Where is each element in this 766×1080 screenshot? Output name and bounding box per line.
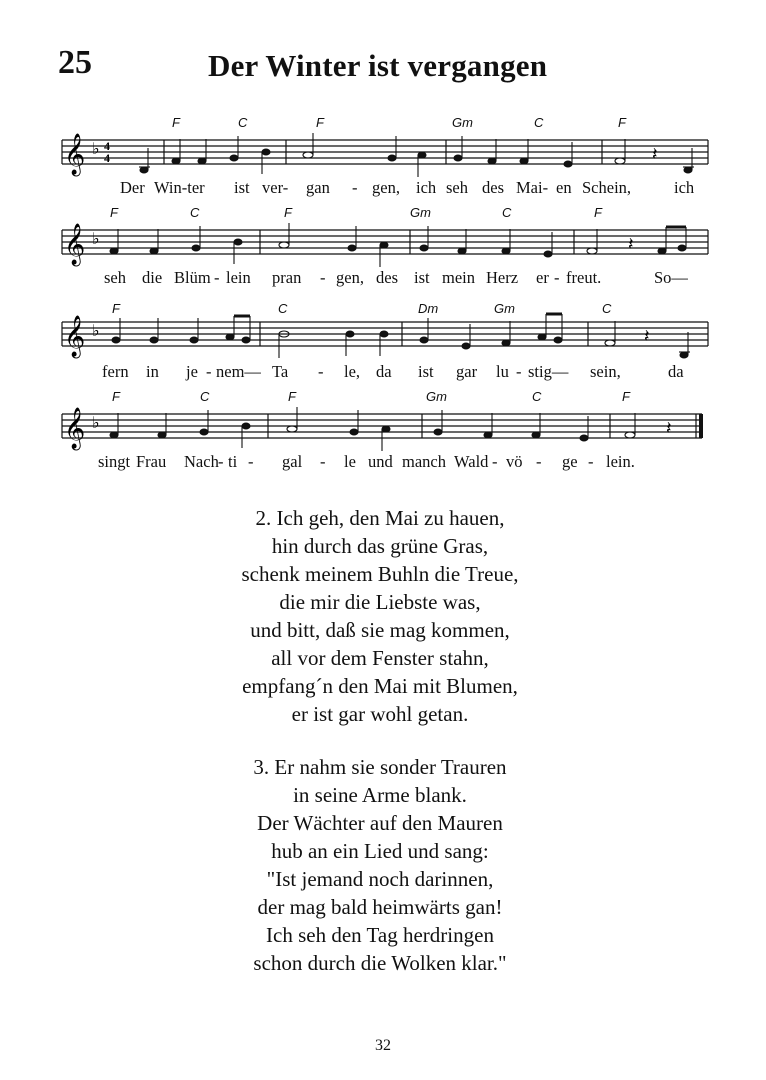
verse-line: der mag bald heimwärts gan! (257, 895, 503, 919)
lyric-syllable: je (186, 362, 198, 381)
chord-symbol: F (172, 115, 180, 130)
music-system-1 (62, 116, 712, 208)
chord-symbol: Gm (452, 115, 473, 130)
lyric-syllable: Mai- (516, 178, 549, 197)
chord-symbol: C (200, 389, 210, 404)
time-signature-icon: 4 (104, 139, 110, 153)
lyric-syllable: ver- (262, 178, 289, 197)
lyric-syllable: - (248, 452, 254, 471)
lyric-syllable: da (376, 362, 392, 381)
chord-symbol: F (622, 389, 630, 404)
verse-line: 3. Er nahm sie sonder Trauren (253, 755, 507, 779)
lyric-syllable: freut. (566, 268, 602, 287)
lyric-syllable: ist (418, 362, 434, 381)
verse-line: schon durch die Wolken klar." (253, 951, 507, 975)
lyric-syllable: en (556, 178, 572, 197)
verse-line: Ich seh den Tag herdringen (266, 923, 494, 947)
verse-line: und bitt, daß sie mag kommen, (250, 618, 510, 642)
lyric-syllable: gan (306, 178, 330, 197)
flat-sign-icon: ♭ (92, 413, 100, 432)
lyric-syllable: ich (416, 178, 437, 197)
music-staff (62, 126, 712, 186)
lyric-syllable: Schein, (582, 178, 632, 197)
lyric-syllable: des (376, 268, 398, 287)
lyric-syllable: Frau (136, 452, 167, 471)
lyrics-line (62, 178, 712, 200)
verse-2 (120, 504, 640, 728)
verse-line: in seine Arme blank. (293, 783, 467, 807)
lyric-syllable: ti (228, 452, 238, 471)
lyric-syllable: - (320, 268, 326, 287)
verse-line: empfang´n den Mai mit Blumen, (242, 674, 518, 698)
lyric-syllable: er (536, 268, 549, 287)
verse-3 (120, 753, 640, 977)
chord-symbol: C (238, 115, 248, 130)
lyric-syllable: ge (562, 452, 578, 471)
lyrics-line (62, 362, 712, 384)
time-signature-icon: 4 (104, 151, 110, 165)
lyric-syllable: Nach (184, 452, 219, 471)
lyric-syllable: mein (442, 268, 475, 287)
treble-clef-icon: 𝄞 (64, 316, 86, 357)
lyric-syllable: da (668, 362, 684, 381)
lyric-syllable: - (218, 452, 224, 471)
lyric-syllable: ist (234, 178, 250, 197)
lyric-syllable: gen, (336, 268, 364, 287)
lyric-syllable: - (554, 268, 560, 287)
lyric-syllable: gen, (372, 178, 400, 197)
chord-symbol: C (190, 205, 200, 220)
lyric-syllable: - (492, 452, 498, 471)
music-system-2 (62, 206, 712, 298)
chord-symbol: C (534, 115, 544, 130)
lyric-syllable: - (318, 362, 324, 381)
lyric-syllable: fern (102, 362, 129, 381)
lyric-syllable: - (516, 362, 522, 381)
final-barline-icon (699, 414, 703, 438)
lyric-syllable: Wald (454, 452, 489, 471)
lyric-syllable: Herz (486, 268, 519, 287)
lyric-syllable: ist (414, 268, 430, 287)
verse-line: hin durch das grüne Gras, (271, 534, 489, 558)
treble-clef-icon: 𝄞 (64, 134, 86, 175)
page-number: 32 (375, 1037, 391, 1054)
lyric-syllable: - (320, 452, 326, 471)
verse-line: all vor dem Fenster stahn, (271, 646, 489, 670)
chord-symbol: F (284, 205, 292, 220)
lyric-syllable: gal (282, 452, 303, 471)
lyric-syllable: - (352, 178, 358, 197)
lyrics-line (62, 452, 712, 474)
chord-symbol: Dm (418, 301, 439, 316)
lyric-syllable: lein. (606, 452, 635, 471)
quarter-rest-icon: 𝄽 (644, 326, 650, 347)
lyric-syllable: manch (402, 452, 446, 471)
verse-line: hub an ein Lied und sang: (271, 839, 489, 863)
chord-symbol: F (112, 301, 120, 316)
verse-line: er ist gar wohl getan. (291, 702, 469, 726)
lyric-syllable: Win-ter (154, 178, 205, 197)
chord-symbol: F (288, 389, 296, 404)
quarter-rest-icon: 𝄽 (666, 418, 672, 439)
music-system-3 (62, 296, 712, 388)
lyric-syllable: stig— (528, 362, 569, 381)
chord-symbol: C (502, 205, 512, 220)
lyric-syllable: seh (446, 178, 468, 197)
verse-line: "Ist jemand noch darinnen, (266, 867, 494, 891)
chord-symbol: Gm (494, 301, 515, 316)
lyric-syllable: vö (506, 452, 523, 471)
chord-symbol: F (112, 389, 120, 404)
lyric-syllable: Der (120, 178, 145, 197)
verse-line: die mir die Liebste was, (279, 590, 481, 614)
music-staff (62, 400, 712, 460)
chord-symbol: F (110, 205, 118, 220)
lyric-syllable: So— (654, 268, 688, 287)
chord-symbol: F (594, 205, 602, 220)
lyric-syllable: lein (226, 268, 251, 287)
song-title: Der Winter ist vergangen (208, 48, 548, 83)
lyric-syllable: gar (456, 362, 478, 381)
chord-symbol: C (532, 389, 542, 404)
music-staff (62, 216, 712, 276)
lyric-syllable: - (214, 268, 220, 287)
lyric-syllable: und (368, 452, 393, 471)
chord-symbol: Gm (426, 389, 447, 404)
music-system-4 (62, 390, 712, 482)
quarter-rest-icon: 𝄽 (628, 234, 634, 255)
lyric-syllable: sein, (590, 362, 621, 381)
flat-sign-icon: ♭ (92, 139, 100, 158)
music-staff (62, 308, 712, 368)
lyric-syllable: ich (674, 178, 695, 197)
lyric-syllable: lu (496, 362, 509, 381)
chord-symbol: Gm (410, 205, 431, 220)
lyric-syllable: le, (344, 362, 361, 381)
quarter-rest-icon: 𝄽 (652, 144, 658, 165)
lyric-syllable: nem— (216, 362, 261, 381)
treble-clef-icon: 𝄞 (64, 408, 86, 449)
lyric-syllable: in (146, 362, 159, 381)
chord-symbol: F (618, 115, 626, 130)
lyric-syllable: seh (104, 268, 126, 287)
lyric-syllable: - (588, 452, 594, 471)
verse-line: schenk meinem Buhln die Treue, (241, 562, 519, 586)
treble-clef-icon: 𝄞 (64, 224, 86, 265)
lyric-syllable: singt (98, 452, 131, 471)
lyric-syllable: Blüm (174, 268, 211, 287)
chord-symbol: C (278, 301, 288, 316)
lyric-syllable: - (206, 362, 212, 381)
verse-line: Der Wächter auf den Mauren (257, 811, 503, 835)
song-number: 25 (58, 44, 92, 81)
chord-symbol: C (602, 301, 612, 316)
flat-sign-icon: ♭ (92, 229, 100, 248)
chord-symbol: F (316, 115, 324, 130)
verse-line: 2. Ich geh, den Mai zu hauen, (255, 506, 505, 530)
lyrics-line (62, 268, 712, 290)
lyric-syllable: le (344, 452, 356, 471)
flat-sign-icon: ♭ (92, 321, 100, 340)
lyric-syllable: pran (272, 268, 302, 287)
lyric-syllable: Ta (272, 362, 289, 381)
lyric-syllable: die (142, 268, 163, 287)
lyric-syllable: - (536, 452, 542, 471)
lyric-syllable: des (482, 178, 504, 197)
